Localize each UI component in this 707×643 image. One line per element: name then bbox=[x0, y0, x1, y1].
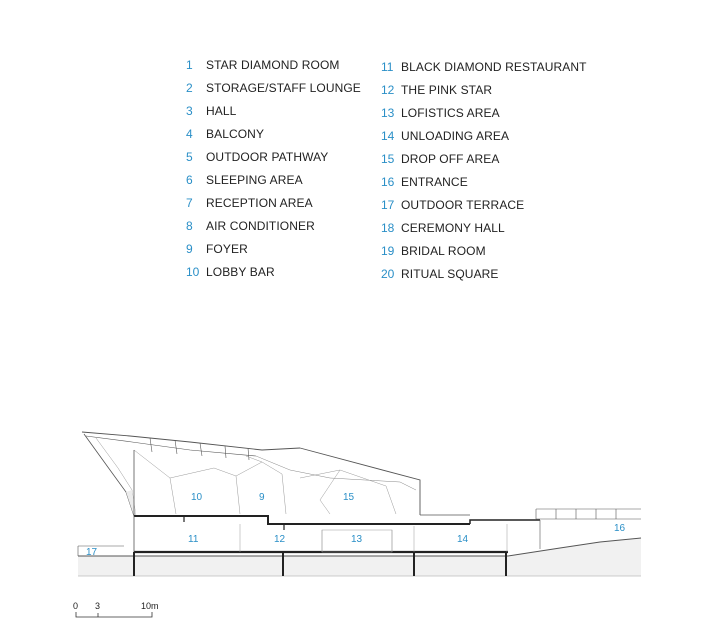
roof-rib bbox=[200, 443, 202, 456]
slab-step bbox=[470, 520, 540, 524]
legend-number: 2 bbox=[186, 81, 193, 95]
roof-rib bbox=[248, 448, 249, 460]
legend-number: 6 bbox=[186, 173, 193, 187]
legend-number: 16 bbox=[381, 175, 395, 189]
scale-bar bbox=[73, 601, 159, 617]
room-label-14: 14 bbox=[457, 534, 469, 545]
roof-line-upper bbox=[82, 432, 300, 450]
legend-number: 12 bbox=[381, 83, 395, 97]
roof-line-lower bbox=[86, 436, 256, 456]
legend-label: HALL bbox=[206, 104, 237, 118]
legend-label: LOFISTICS AREA bbox=[401, 106, 500, 120]
facade-outer bbox=[84, 434, 134, 516]
room-label-16: 16 bbox=[614, 523, 626, 534]
legend-number: 9 bbox=[186, 242, 193, 256]
room-label-9: 9 bbox=[259, 492, 265, 503]
legend-label: RECEPTION AREA bbox=[206, 196, 313, 210]
legend-number: 3 bbox=[186, 104, 193, 118]
facet-line bbox=[246, 456, 262, 462]
roof-rib bbox=[175, 440, 177, 454]
roof-rib bbox=[225, 446, 226, 458]
legend-number: 8 bbox=[186, 219, 193, 233]
room-label-12: 12 bbox=[274, 534, 286, 545]
legend-number: 13 bbox=[381, 106, 395, 120]
room-label-17: 17 bbox=[86, 547, 98, 558]
legend-label: ENTRANCE bbox=[401, 175, 468, 189]
legend-label: BRIDAL ROOM bbox=[401, 244, 486, 258]
facet-line bbox=[236, 462, 286, 514]
legend-label: UNLOADING AREA bbox=[401, 129, 510, 143]
legend-number: 5 bbox=[186, 150, 193, 164]
scale-label-10m: 10m bbox=[141, 601, 159, 611]
room-label-15: 15 bbox=[343, 492, 355, 503]
room-label-11: 11 bbox=[188, 534, 199, 545]
legend-label: THE PINK STAR bbox=[401, 83, 493, 97]
scale-bar-line bbox=[76, 612, 152, 617]
legend-number: 10 bbox=[186, 265, 200, 279]
legend-label: DROP OFF AREA bbox=[401, 152, 500, 166]
room-label-10: 10 bbox=[191, 492, 203, 503]
legend-label: RITUAL SQUARE bbox=[401, 267, 499, 281]
terrace bbox=[78, 546, 124, 556]
legend-label: CEREMONY HALL bbox=[401, 221, 505, 235]
legend-label: AIR CONDITIONER bbox=[206, 219, 315, 233]
legend-number: 20 bbox=[381, 267, 395, 281]
legend-number: 18 bbox=[381, 221, 395, 235]
legend-label: STAR DIAMOND ROOM bbox=[206, 58, 340, 72]
roof-right-edge bbox=[300, 448, 420, 515]
legend-number: 7 bbox=[186, 196, 193, 210]
scale-label-0: 0 bbox=[73, 601, 79, 611]
facade-shade bbox=[126, 490, 136, 516]
legend-number: 14 bbox=[381, 129, 395, 143]
legend-number: 17 bbox=[381, 198, 395, 212]
ground-fill bbox=[78, 556, 641, 576]
facet-line bbox=[170, 478, 176, 514]
legend-label: OUTDOOR PATHWAY bbox=[206, 150, 329, 164]
legend-number: 15 bbox=[381, 152, 395, 166]
legend-label: BLACK DIAMOND RESTAURANT bbox=[401, 60, 587, 74]
legend-number: 19 bbox=[381, 244, 395, 258]
legend-label: OUTDOOR TERRACE bbox=[401, 198, 525, 212]
scale-label-3: 3 bbox=[95, 601, 101, 611]
facet-line bbox=[134, 450, 240, 514]
legend-number: 1 bbox=[186, 58, 193, 72]
legend-label: SLEEPING AREA bbox=[206, 173, 303, 187]
legend-number: 4 bbox=[186, 127, 193, 141]
left-facade bbox=[84, 434, 136, 516]
room-label-13: 13 bbox=[351, 534, 363, 545]
legend-label: BALCONY bbox=[206, 127, 265, 141]
legend-number: 11 bbox=[381, 60, 394, 74]
legend-label: STORAGE/STAFF LOUNGE bbox=[206, 81, 361, 95]
legend-label: FOYER bbox=[206, 242, 248, 256]
legend-label: LOBBY BAR bbox=[206, 265, 275, 279]
upper-slab bbox=[134, 515, 540, 530]
